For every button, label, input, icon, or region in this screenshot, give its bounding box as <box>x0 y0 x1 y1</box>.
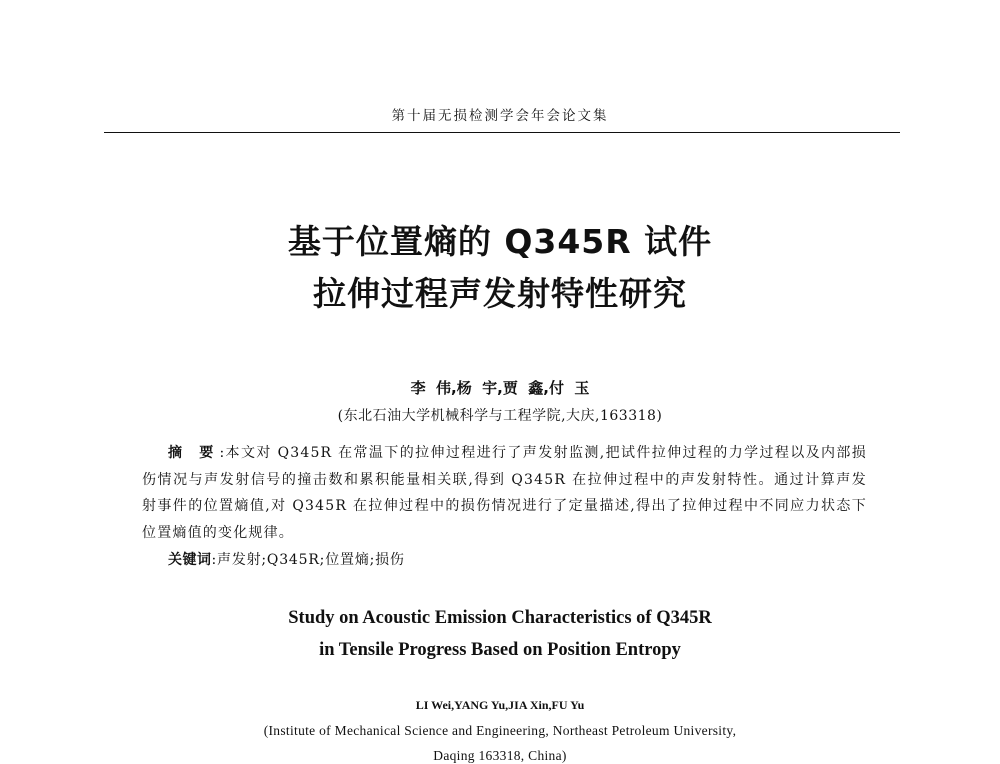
keywords-text: :声发射;Q345R;位置熵;损伤 <box>211 552 405 568</box>
chinese-title-line-1: 基于位置熵的 Q345R 试件 <box>287 222 713 261</box>
chinese-affiliation: (东北石油大学机械科学与工程学院,大庆,163318) <box>337 408 663 424</box>
chinese-title-line-2: 拉伸过程声发射特性研究 <box>313 274 687 313</box>
chinese-authors: 李 伟,杨 宇,贾 鑫,付 玉 <box>410 379 590 397</box>
header-rule <box>104 132 900 133</box>
abstract-label: 摘 要 <box>168 445 220 461</box>
chinese-keywords <box>168 549 405 569</box>
english-authors: LI Wei,YANG Yu,JIA Xin,FU Yu <box>415 698 585 712</box>
running-header: 第十届无损检测学会年会论文集 <box>391 108 609 124</box>
english-affiliation-line-1: (Institute of Mechanical Science and Engineering, Northeast Petroleum University, <box>263 723 737 738</box>
english-title-line-2: in Tensile Progress Based on Position Entropy <box>319 640 681 660</box>
english-affiliation-line-2: Daqing 163318, China) <box>433 748 567 763</box>
abstract-text: :本文对 Q345R 在常温下的拉伸过程进行了声发射监测,把试件拉伸过程的力学过程以及内部损伤情况与声发射信号的撞击数和累积能量相关联,得到 Q345R 在拉伸过程中的声发射特性。通过计算声发射事件的位置熵值,对 Q345R 在拉伸过程中的损伤情况进行了定量描述,得出了拉伸过程中不同应力状态下位置熵值的变化规律。 <box>142 445 868 541</box>
english-title-line-1: Study on Acoustic Emission Characteristics of Q345R <box>288 608 712 628</box>
keywords-label: 关键词 <box>168 552 212 568</box>
chinese-abstract <box>142 440 867 546</box>
